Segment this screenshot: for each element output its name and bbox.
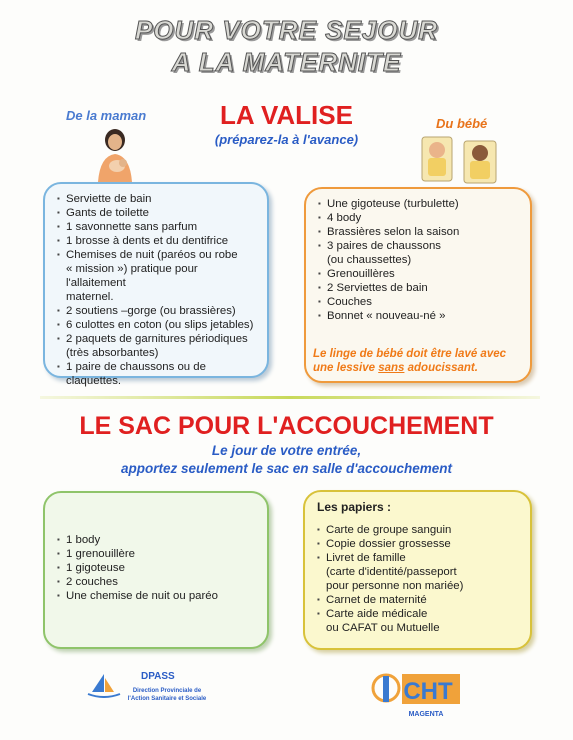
list-item-continuation: (très absorbantes)	[66, 347, 159, 359]
list-item: ▪ 3 paires de chaussons	[318, 239, 518, 253]
laundry-note	[313, 347, 529, 375]
papers-list	[317, 523, 518, 635]
list-item-continuation: (carte d'identité/passeport	[326, 566, 457, 578]
list-item: ▪ 1 brosse à dents et du dentifrice	[57, 234, 255, 248]
list-item: ▪ Bonnet « nouveau-né »	[318, 309, 518, 323]
list-item: ▪ 2 couches	[57, 575, 255, 589]
list-item-continuation: pour personne non mariée)	[326, 580, 464, 592]
dpass-logo-icon	[86, 670, 122, 698]
sac-subtitle-line1: Le jour de votre entrée,	[211, 443, 362, 458]
list-item: ▪ 2 soutiens –gorge (ou brassières)	[57, 304, 255, 318]
laundry-note-text: Le linge de bébé doit être lavé avec une lessive	[313, 348, 507, 374]
list-item: ▪ Une gigoteuse (turbulette)	[318, 197, 518, 211]
list-item: ▪ 6 culottes en coton (ou slips jetables)	[57, 318, 255, 332]
sac-items-box	[43, 491, 269, 649]
cht-logo-icon	[370, 670, 470, 710]
list-item: ▪ Carte de groupe sanguin	[317, 523, 518, 537]
bebe-label: Du bébé	[436, 116, 488, 131]
valise-title: LA VALISE	[220, 100, 353, 130]
page-title	[0, 14, 573, 78]
bebe-items-list	[318, 197, 518, 323]
laundry-note-emphasis: sans	[378, 362, 405, 374]
sac-subtitle-line2: apportez seulement le sac en salle d'accouchement	[120, 461, 453, 476]
list-item-continuation: (ou chaussettes)	[327, 254, 412, 266]
list-item: ▪ Serviette de bain	[57, 192, 255, 206]
list-item: ▪ Gants de toilette	[57, 206, 255, 220]
sac-items-list	[57, 533, 255, 603]
sac-title: LE SAC POUR L'ACCOUCHEMENT	[79, 412, 494, 440]
papers-label: Les papiers :	[317, 500, 392, 514]
list-item-continuation: maternel.	[66, 291, 114, 303]
list-item: ▪ 1 savonnette sans parfum	[57, 220, 255, 234]
list-item: ▪ Livret de famille	[317, 551, 518, 565]
list-item: ▪ 2 paquets de garnitures périodiques	[57, 332, 255, 346]
valise-subtitle: (préparez-la à l'avance)	[214, 132, 359, 147]
list-item: ▪ Une chemise de nuit ou paréo	[57, 589, 255, 603]
list-item: ▪ 1 body	[57, 533, 255, 547]
list-item-continuation: « mission ») pratique pour l'allaitement	[66, 263, 198, 289]
list-item-continuation: ou CAFAT ou Mutuelle	[326, 622, 440, 634]
list-item: ▪ Carnet de maternité	[317, 593, 518, 607]
list-item: ▪ 1 gigoteuse	[57, 561, 255, 575]
list-item: ▪ 2 Serviettes de bain	[318, 281, 518, 295]
laundry-note-end: adoucissant.	[404, 362, 478, 374]
list-item: ▪ Brassières selon la saison	[318, 225, 518, 239]
cht-site-label: MAGENTA	[408, 711, 444, 718]
list-item: ▪ Chemises de nuit (paréos ou robe	[57, 248, 255, 262]
list-item: ▪ Grenouillères	[318, 267, 518, 281]
maman-label: De la maman	[66, 108, 147, 123]
list-item: ▪ 1 paire de chaussons ou de claquettes.	[57, 360, 255, 388]
dpass-name: DPASS	[141, 671, 175, 682]
list-item: ▪ Couches	[318, 295, 518, 309]
maman-items-box	[43, 182, 269, 387]
page-title-line1: POUR VOTRE SEJOUR	[134, 15, 439, 45]
dpass-description: Direction Provinciale de l'Action Sanitaire et Sociale	[127, 688, 207, 702]
cht-logo-text: CHT	[403, 678, 453, 705]
list-item: ▪ Carte aide médicale	[317, 607, 518, 621]
section-divider	[40, 396, 540, 399]
list-item: ▪ Copie dossier grossesse	[317, 537, 518, 551]
maman-items-list	[57, 192, 255, 388]
papers-box	[303, 490, 532, 650]
list-item: ▪ 1 grenouillère	[57, 547, 255, 561]
page-title-line2: A LA MATERNITE	[171, 47, 402, 77]
list-item: ▪ 4 body	[318, 211, 518, 225]
